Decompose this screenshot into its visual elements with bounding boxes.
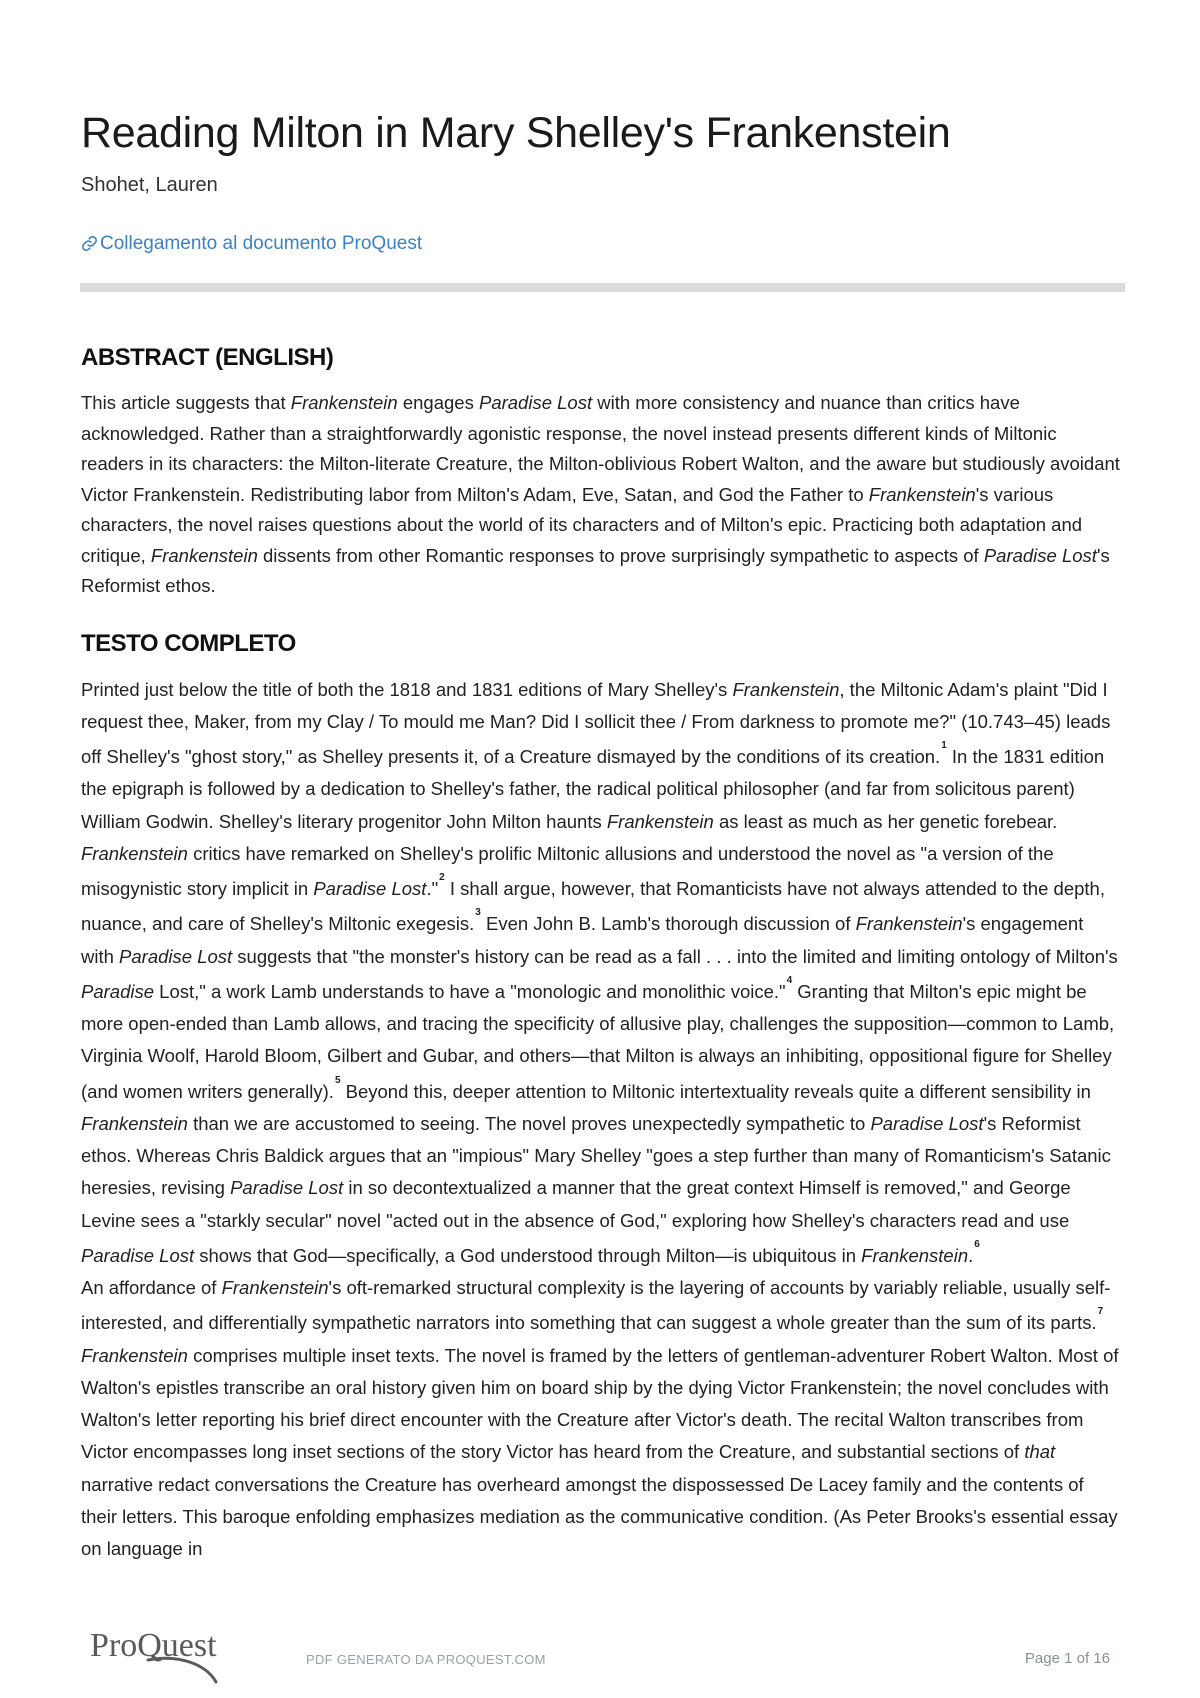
header-divider xyxy=(80,283,1125,292)
link-icon xyxy=(81,235,98,252)
italic-title: Paradise Lost xyxy=(870,1113,984,1135)
fulltext-body xyxy=(81,674,1121,1566)
italic-title: Frankenstein xyxy=(290,392,398,414)
footnote-marker[interactable]: 4 xyxy=(786,974,793,986)
abstract-heading: ABSTRACT (ENGLISH) xyxy=(81,344,334,372)
document-title: Reading Milton in Mary Shelley's Frankenstein xyxy=(81,109,951,157)
footnote-marker[interactable]: 6 xyxy=(974,1238,980,1250)
italic-title: Frankenstein xyxy=(81,842,188,864)
footnote-marker[interactable]: 1 xyxy=(941,740,947,751)
italic-title: Paradise Lost xyxy=(983,544,1097,566)
italic-title: Frankenstein xyxy=(855,913,963,935)
abstract-paragraph: This article suggests that Frankenstein engages Paradise Lost with more consistency and nuance than critics have acknowledged. Rather than a straightforwardly agonistic response, the novel instead presents different kinds of Miltonic readers in its characters: the Milton-literate Creature, the Milton-oblivious Robert Walton, and the aware but studiously avoidant Victor Frankenstein. Redistributing labor from Milton's Adam, Eve, Satan, and God the Father to Frankenstein's various characters, the novel raises questions about the world of its characters and of Milton's epic. Practicing both adaptation and critique, Frankenstein dissents from other Romantic responses to prove surprisingly sympathetic to aspects of Paradise Lost's Reformist ethos. xyxy=(81,392,1120,597)
italic-title: Frankenstein xyxy=(221,1277,329,1299)
italic-title: Frankenstein xyxy=(868,483,976,505)
fulltext-heading: TESTO COMPLETO xyxy=(81,629,296,657)
italic-title: Paradise Lost xyxy=(119,945,233,967)
italic-title: Frankenstein xyxy=(150,544,258,566)
italic-title: Paradise Lost xyxy=(230,1177,344,1199)
proquest-logo xyxy=(88,1620,248,1686)
pdf-generated-label: PDF GENERATO DA PROQUEST.COM xyxy=(306,1652,546,1667)
italic-title: Paradise Lost xyxy=(478,392,593,414)
footnote-marker[interactable]: 3 xyxy=(475,907,481,919)
italic-title: Frankenstein xyxy=(861,1244,969,1266)
document-author: Shohet, Lauren xyxy=(81,173,218,196)
body-paragraph: An affordance of Frankenstein's oft-remarked structural complexity is the layering of accounts by variably reliable, usually self-interested, and differentially sympathetic narrators into something that can suggest a whole greater than the sum of its parts.$^7$ Frankenstein comprises multiple inset texts. The novel is framed by the letters of gentleman-adventurer Robert Walton. Most of Walton's epistles transcribe an oral history given him on board ship by the dying Victor Frankenstein; the novel concludes with Walton's letter reporting his brief direct encounter with the Creature after Victor's death. The recital Walton transcribes from Victor encompasses long inset sections of the story Victor has heard from the Creature, and substantial sections of that narrative redact conversations the Creature has overheard amongst the dispossessed De Lacey family and the contents of their letters. This baroque enfolding emphasizes mediation as the communicative condition. (As Peter Brooks's essential essay on language in xyxy=(81,1277,1119,1559)
footnote-marker[interactable]: 7 xyxy=(1097,1306,1104,1318)
italic-title: that xyxy=(1024,1441,1056,1463)
italic-title: Paradise Lost xyxy=(313,878,427,900)
svg-text:ProQuest: ProQuest xyxy=(90,1627,217,1664)
document-page xyxy=(81,108,1121,1565)
footnote-marker[interactable]: 2 xyxy=(439,871,445,883)
page-footer xyxy=(0,1606,1200,1698)
italic-title: Frankenstein xyxy=(81,1344,188,1366)
italic-title: Frankenstein xyxy=(81,1113,188,1135)
proquest-document-link[interactable] xyxy=(81,233,422,255)
italic-title: Paradise xyxy=(81,981,155,1003)
footnote-marker[interactable]: 5 xyxy=(334,1074,341,1086)
body-paragraph: Printed just below the title of both the 1818 and 1831 editions of Mary Shelley's Frankenstein, the Miltonic Adam's plaint "Did I request thee, Maker, from my Clay / To mould me Man? Did I sollicit thee / From darkness to promote me?" (10.743–45) leads off Shelley's "ghost story," as Shelley presents it, of a Creature dismayed by the conditions of its creation.$^1$ In the 1831 edition the epigraph is followed by a dedication to Shelley's father, the radical political philosopher (and far from solicitous parent) William Godwin. Shelley's literary progenitor John Milton haunts Frankenstein as least as much as her genetic forebear. Frankenstein critics have remarked on Shelley's prolific Miltonic allusions and understood the novel as "a version of the misogynistic story implicit in Paradise Lost."$^2$ I shall argue, however, that Romanticists have not always attended to the depth, nuance, and care of Shelley's Miltonic exegesis.$^3$ Even John B. Lamb's thorough discussion of Frankenstein's engagement with Paradise Lost suggests that "the monster's history can be read as a fall . . . into the limited and limiting ontology of Milton's Paradise Lost," a work Lamb understands to have a "monologic and monolithic voice."$^4$ Granting that Milton's epic might be more open-ended than Lamb allows, and tracing the specificity of allusive play, challenges the supposition—common to Lamb, Virginia Woolf, Harold Bloom, Gilbert and Gubar, and others—that Milton is always an inhibiting, oppositional figure for Shelley (and women writers generally).$^5$ Beyond this, deeper attention to Miltonic intertextuality reveals quite a different sensibility in Frankenstein than we are accustomed to seeing. The novel proves unexpectedly sympathetic to Paradise Lost's Reformist ethos. Whereas Chris Baldick argues that an "impious" Mary Shelley "goes a step further than many of Romanticism's Satanic heresies, revising Paradise Lost in so decontextualized a manner that the great context Himself is removed," and George Levine sees a "starkly secular" novel "acted out in the absence of God," exploring how Shelley's characters read and use Paradise Lost shows that God—specifically, a God understood through Milton—is ubiquitous in Frankenstein.$^6$ xyxy=(81,678,1118,1266)
italic-title: Frankenstein xyxy=(732,678,840,700)
page-number: Page 1 of 16 xyxy=(1024,1650,1110,1667)
italic-title: Paradise Lost xyxy=(81,1244,195,1266)
proquest-document-link-label: Collegamento al documento ProQuest xyxy=(100,232,423,254)
italic-title: Frankenstein xyxy=(606,810,714,832)
